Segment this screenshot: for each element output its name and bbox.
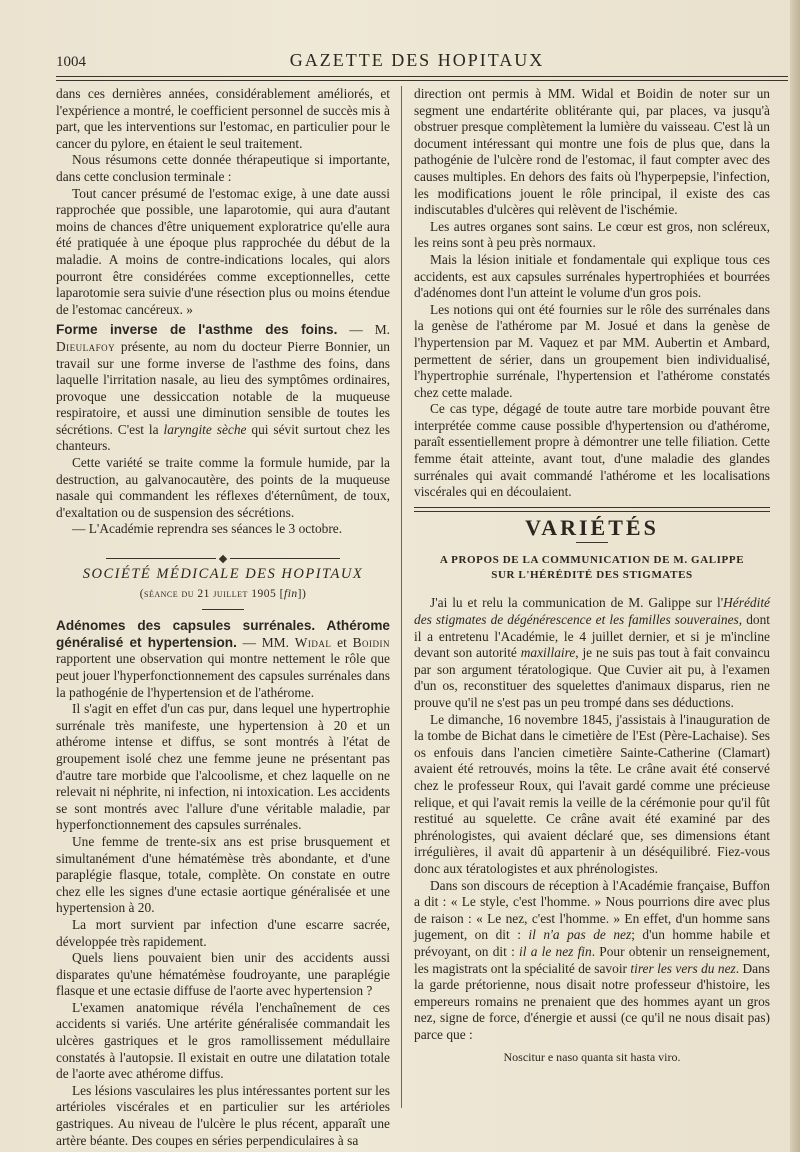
paragraph: Les lésions vasculaires les plus intéressantes portent sur les artérioles viscérales et en particulier sur les artérioles gastriques. Au niveau de l'ulcère le plus récent, apparaît une artère béante. Des coupes en séries perpendiculaires à sa <box>56 1082 390 1148</box>
paragraph: direction ont permis à MM. Widal et Boidin de noter sur un segment une endartérite oblitérante qui, par places, va jusqu'à obstruer presque complètement la lumière du vaisseau. C'est là un document intéressant qui montre une fois de plus que, dans la pathogénie de l'ulcère rond de l'estomac, il faut compter avec des causes multiples. En dehors des faits où l'hyperpepsie, l'infection, les modifications jouent le rôle principal, il existe des cas indiscutables d'ulcères qui relèvent de l'ischémie. <box>414 86 770 218</box>
paragraph: Une femme de trente-six ans est prise brusquement et simultanément d'une hématémèse très abondante, et d'une paraplégie flasque, totale, complète. On constate en outre chez elle les signes d'une ectasie aortique généralisée et une hypertension à 20. <box>56 833 390 916</box>
page-header <box>54 44 780 74</box>
section-ornament <box>56 550 390 558</box>
varietes-title: VARIÉTÉS <box>525 514 659 540</box>
paragraph: Tout cancer présumé de l'estomac exige, à une date aussi rapprochée que possible, une laparotomie, qui aura d'autant moins de chances d'être uniquement exploratrice qu'elle aura été pratiquée à une époque plus rapprochée du début de la maladie. A moins de contre-indications locales, qui alors pourront être considérées comme exceptionnelles, cette laparotomie sera suivie d'une résection plus ou moins étendue de l'estomac cancéreux. » <box>56 185 390 317</box>
column-divider <box>401 86 402 1108</box>
paragraph: L'examen anatomique révéla l'enchaînement de ces accidents si variés. Une artérite généralisée commandait les ulcères gastriques et le gros ramollissement médullaire constatés à l'autopsie. Il existait en outre une dilatation totale de l'aorte avec athérome diffus. <box>56 999 390 1082</box>
paragraph: J'ai lu et relu la communication de M. Galippe sur l'Hérédité des stigmates de dégénérescence et les familles souveraines, dont il a entretenu l'Académie, le 4 juillet dernier, et si je m'incline devant son autorité maxillaire, je ne suis pas tout à fait convaincu par son argument tératologique. Que Cuvier ait pu, à l'examen d'un os, reconstituer des squelettes d'animaux disparus, rien ne prouve qu'il ne s'est pas un peu trompé dans ses déductions. <box>414 595 770 710</box>
paragraph: — L'Académie reprendra ses séances le 3 octobre. <box>72 521 343 537</box>
paragraph: Ce cas type, dégagé de toute autre tare morbide pouvant être interprétée comme cause possible d'hypertension ou d'athérome, paraît essentiellement propre à démontrer une telle filiation. Cette femme était atteinte, avant tout, d'une maladie des glandes surrénales qui avait commandé l'athérome et les localisations viscérales qui en découlaient. <box>414 401 770 500</box>
paragraph: dans ces dernières années, considérablement améliorés, et l'expérience a montré, le coefficient personnel de succès mis à part, que les interventions sur l'estomac, en particulier pour le cancer du pylore, en étaient le seul traitement. <box>56 86 390 151</box>
header-rule <box>56 76 788 81</box>
paragraph: Cette variété se traite comme la formule humide, par la destruction, au galvanocautère, des points de la muqueuse nasale qui commandent les réflexes d'éternûment, de toux, d'exaltation ou de suspension des sécrétions. <box>56 455 390 520</box>
latin-quote: Noscitur e naso quanta sit hasta viro. <box>503 1050 681 1065</box>
paragraph: Le dimanche, 16 novembre 1845, j'assistais à l'inauguration de la tombe de Bichat dans le cimetière de l'Est (Père-Lachaise). Ses os enfouis dans l'ancien cimetière Sainte-Catherine (Clamart) avaient été retrouvés, moins la tête. Le crâne avait été conservé chez le professeur Roux, qui l'avait gardé comme une précieuse relique, et qui l'avait remis la veille de la cérémonie pour qu'il fût restitué au squelette. Ce crâne avait été examiné par des phrénologistes, qui avaient déclaré que, ses dimensions étant irrégulières, il avait dû appartenir à un déséquilibré. Fiez-vous donc aux tératologistes et aux phrénologistes. <box>414 711 770 876</box>
paragraph: Il s'agit en effet d'un cas pur, dans lequel une hypertrophie surrénale très manifeste, une hypertension à 20 et un athérome intense et diffus, se sont montrés à l'état de groupement isolé chez une femme jeune ne présentant pas d'autre tare morbide que l'alcoolisme, et chez laquelle on ne relevait ni néphrite, ni infection, ni intoxication. Les accidents se sont montrés avec l'allure d'une véritable maladie, par hyperfonctionnement des capsules surrénales. <box>56 701 390 833</box>
running-title: GAZETTE DES HOPITAUX <box>289 50 545 70</box>
session-date: (séance du 21 juillet 1905 [fin]) <box>139 587 307 600</box>
paragraph: Les autres organes sont sains. Le cœur est gros, non scléreux, les reins sont à peu près normaux. <box>414 218 770 251</box>
paragraph: Quels liens pouvaient bien unir des accidents aussi disparates qu'une hématémèse foudroyante, une paraplégie flasque et une ectasie diffuse de l'aorte avec hypertension ? <box>56 950 390 999</box>
paragraph: Nous résumons cette donnée thérapeutique si importante, dans cette conclusion terminale : <box>56 152 390 184</box>
paragraph: Mais la lésion initiale et fondamentale qui explique tous ces accidents, est aux capsules surrénales hypertrophiées et bourrées d'adénomes dont l'un atteint le volume d'un gros pois. <box>414 251 770 301</box>
page-edge <box>790 0 800 1152</box>
author-name: Dieulafoy <box>56 338 116 354</box>
page-number: 1004 <box>56 54 86 70</box>
paragraph: La mort survient par infection d'une escarre sacrée, développée très rapidement. <box>56 916 390 949</box>
divider <box>576 542 608 543</box>
section-rule <box>414 507 770 512</box>
article-heading: Forme inverse de l'asthme des foins. <box>56 322 338 338</box>
article-heading: Adénomes des capsules surrénales. Athérome généralisé et hypertension. <box>56 618 390 650</box>
paragraph: Les notions qui ont été fournies sur le rôle des surrénales dans la genèse de l'athérome par M. Josué et dans la genèse de l'hypertension par M. Vaquez et par MM. Aubertin et Ambard, permettent de sérier, dans un groupement bien individualisé, l'hypertrophie surrénale, l'hypertension et l'athérome constatés chez cette malade. <box>414 301 770 400</box>
left-column <box>56 86 390 1149</box>
article-asthme: Forme inverse de l'asthme des foins. — M. Dieulafoy présente, au nom du docteur Pierre Bonnier, un travail sur une forme inverse de l'asthme des foins, dans laquelle l'irritation nasale, au lieu des symptômes ordinaires, provoque une dessiccation notable de la muqueuse respiratoire, et aussi une diminution sensible de toutes les sécrétions. C'est la laryngite sèche qui sévit surtout chez les chanteurs. <box>56 322 390 454</box>
divider <box>202 609 244 610</box>
right-column <box>414 86 770 1066</box>
paragraph: Dans son discours de réception à l'Académie française, Buffon a dit : « Le style, c'est l'homme. » Nous pourrions dire avec plus de raison : « Le nez, c'est l'homme. » En effet, d'un homme sans jugement, on dit : il n'a pas de nez; d'un homme habile et prévoyant, on dit : il a le nez fin. Pour obtenir un renseignement, les magistrats ont la spécialité de savoir tirer les vers du nez. Dans la garde prétorienne, nous disait notre professeur d'histoire, les empereurs romains ne prenaient que des hommes ayant un gros nez, signe de force, d'énergie et aussi (ce qu'il ne nous disait pas) parce que : <box>414 877 770 1042</box>
article-adenomes: Adénomes des capsules surrénales. Athérome généralisé et hypertension. — MM. Widal et Boidin rapportent une observation qui montre nettement le rôle que peut jouer l'hyperfonctionnement des capsules surrénales dans la pathogénie de l'hypertension et de l'athérome. <box>56 618 390 700</box>
society-title: SOCIÉTÉ MÉDICALE DES HOPITAUX <box>82 566 364 583</box>
article-subtitle: A PROPOS DE LA COMMUNICATION DE M. GALIPPE SUR L'HÉRÉDITÉ DES STIGMATES <box>439 554 745 582</box>
